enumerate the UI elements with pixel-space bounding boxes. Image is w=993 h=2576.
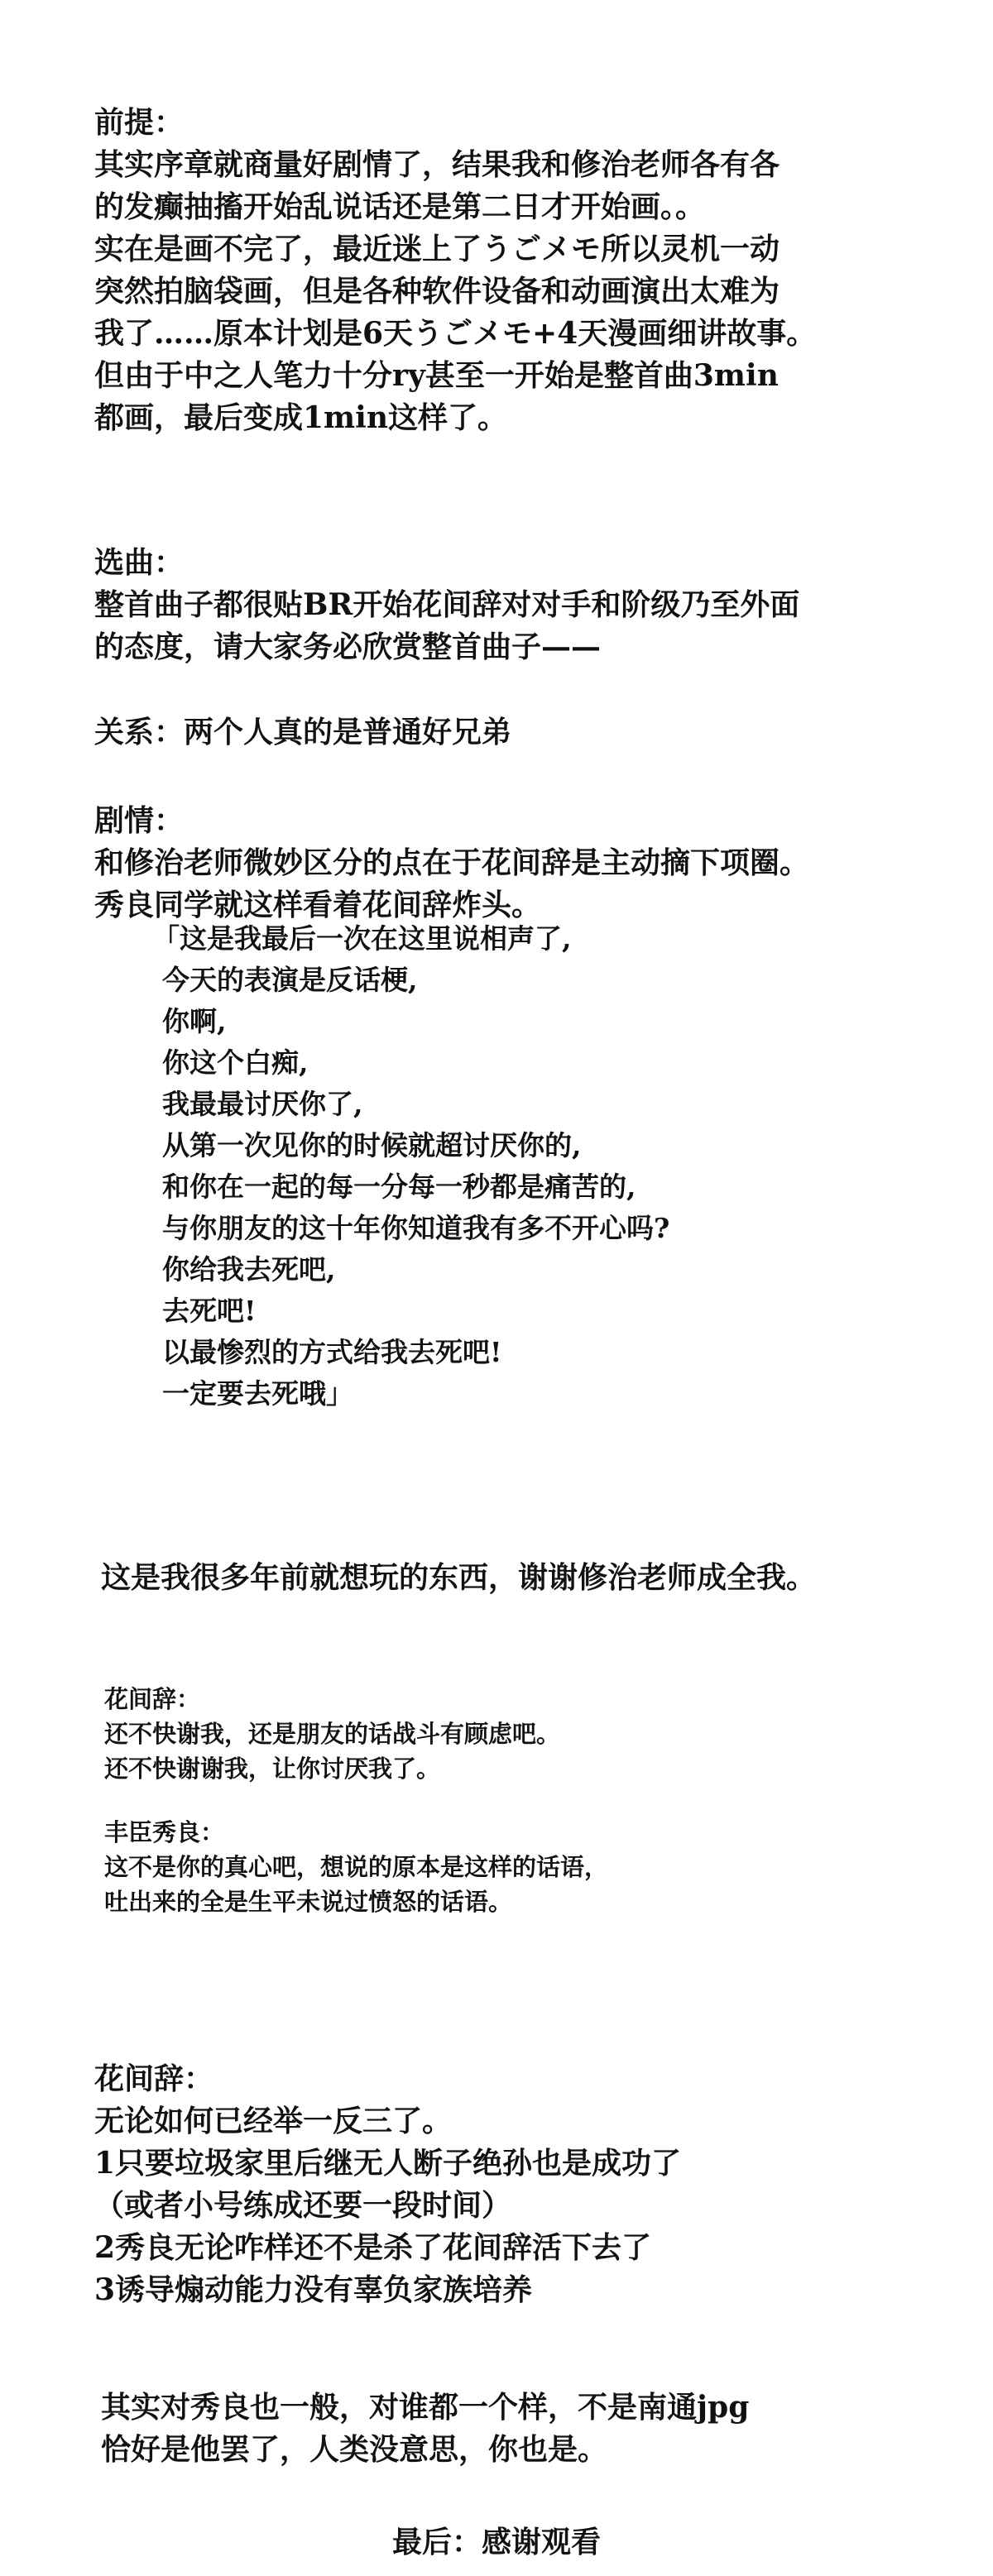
quote-line: 以最惨烈的方式给我去死吧!	[162, 1336, 502, 1368]
quote-line: 从第一次见你的时候就超讨厌你的,	[162, 1129, 582, 1161]
premise-line: 实在是画不完了，最近迷上了うごメモ所以灵机一动	[94, 232, 780, 266]
dialogue-line: 还不快谢我，还是朋友的话战斗有顾虑吧。	[104, 1720, 561, 1748]
relationship-line: 关系：两个人真的是普通好兄弟	[94, 715, 512, 749]
dialogue-line: 吐出来的全是生平未说过愤怒的话语。	[104, 1888, 513, 1916]
premise-line: 我了……原本计划是6天うごメモ+4天漫画细讲故事。	[94, 316, 817, 351]
speaker-name: 丰臣秀良：	[104, 1818, 225, 1846]
closing-line: 恰好是他罢了，人类没意思，你也是。	[101, 2432, 608, 2467]
closing-line: 其实对秀良也一般，对谁都一个样，不是南通jpg	[101, 2390, 750, 2425]
quote-line: 与你朋友的这十年你知道我有多不开心吗?	[162, 1212, 670, 1244]
hanajian-line: 无论如何已经举一反三了。	[94, 2104, 453, 2138]
premise-line: 但由于中之人笔力十分ry甚至一开始是整首曲3min	[94, 358, 779, 393]
premise-line: 突然拍脑袋画，但是各种软件设备和动画演出太难为	[94, 274, 780, 309]
closing-section	[101, 2387, 749, 2471]
hanajian-line: 2秀良无论咋样还不是杀了花间辞活下去了	[94, 2230, 652, 2265]
hanajian-line: （或者小号练成还要一段时间）	[94, 2188, 512, 2223]
plot-heading: 剧情：	[94, 803, 185, 838]
song-line: 的态度，请大家务必欣赏整首曲子——	[94, 630, 602, 664]
premise-line: 的发癫抽搐开始乱说话还是第二日才开始画。。	[94, 189, 706, 224]
plot-line: 和修治老师微妙区分的点在于花间辞是主动摘下项圈。	[94, 845, 810, 880]
quote-line: 和你在一起的每一分每一秒都是痛苦的,	[162, 1171, 636, 1203]
hanajian-section	[94, 2058, 681, 2311]
quote-line: 一定要去死哦」	[162, 1377, 353, 1410]
premise-line: 都画，最后变成1min这样了。	[94, 400, 507, 435]
song-line: 整首曲子都很贴BR开始花间辞对对手和阶级乃至外面	[94, 587, 800, 622]
quote-line: 你啊,	[162, 1005, 227, 1037]
quote-line: 我最最讨厌你了,	[162, 1088, 363, 1120]
hanajian-line: 3诱导煽动能力没有辜负家族培养	[94, 2272, 533, 2307]
quote-line: 「这是我最后一次在这里说相声了,	[152, 922, 572, 955]
dialogue-line: 这不是你的真心吧，想说的原本是这样的话语，	[104, 1853, 609, 1881]
premise-line: 其实序章就商量好剧情了，结果我和修治老师各有各	[94, 147, 780, 182]
premise-section	[94, 102, 816, 439]
dialogue-hideyoshi	[104, 1815, 608, 1919]
plot-section	[94, 800, 809, 926]
final-line: 最后：感谢观看	[391, 2525, 601, 2559]
quote-line: 你这个白痴,	[162, 1046, 309, 1079]
plot-line: 秀良同学就这样看着花间辞炸头。	[94, 888, 542, 922]
song-section	[94, 542, 799, 668]
speaker-name: 花间辞：	[104, 1685, 201, 1713]
quote-block	[152, 918, 670, 1415]
quote-line: 你给我去死吧,	[162, 1253, 336, 1286]
hanajian-heading: 花间辞：	[94, 2061, 214, 2096]
dialogue-hanajian	[104, 1682, 560, 1786]
dialogue-line: 还不快谢谢我，让你讨厌我了。	[104, 1755, 441, 1783]
hanajian-line: 1只要垃圾家里后继无人断子绝孙也是成功了	[94, 2146, 682, 2181]
song-heading: 选曲：	[94, 545, 185, 580]
thanks-line: 这是我很多年前就想玩的东西，谢谢修治老师成全我。	[101, 1560, 817, 1595]
quote-line: 今天的表演是反话梗,	[162, 964, 418, 996]
quote-line: 去死吧!	[162, 1295, 257, 1327]
premise-heading: 前提：	[94, 105, 185, 140]
